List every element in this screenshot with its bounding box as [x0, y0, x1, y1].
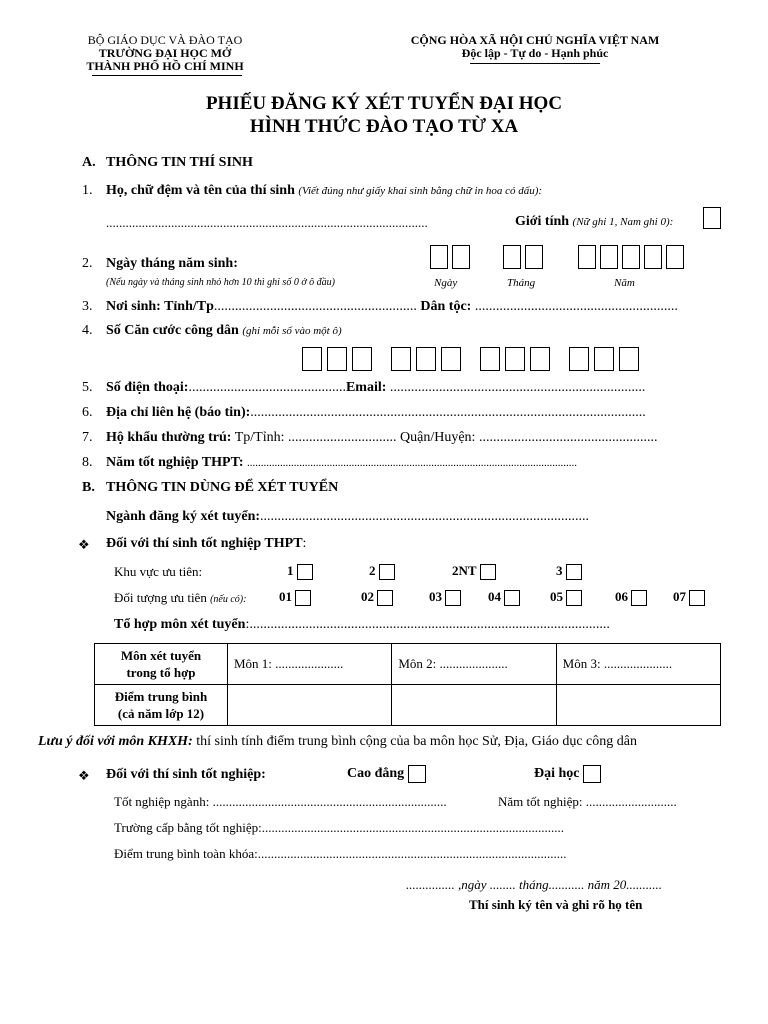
q2-note: (Nếu ngày và tháng sinh nhỏ hơn 10 thì ghi số 0 ở ô đầu)	[106, 277, 335, 288]
q8-row	[106, 455, 718, 471]
priority-option-01[interactable]	[279, 589, 311, 606]
q6-row	[106, 405, 718, 421]
q1-row	[106, 183, 542, 199]
digit-box[interactable]	[644, 245, 662, 269]
section-b-heading: THÔNG TIN DÙNG ĐỂ XÉT TUYỂN	[106, 480, 339, 495]
digit-box[interactable]	[503, 245, 521, 269]
signature-label: Thí sinh ký tên và ghi rõ họ tên	[469, 897, 643, 912]
priority-value: 07	[673, 589, 686, 604]
q5-number: 5.	[82, 380, 93, 395]
q4-number: 4.	[82, 323, 93, 338]
region-label: Khu vực ưu tiên:	[114, 564, 203, 579]
q4-note: (ghi mỗi số vào một ô)	[242, 325, 342, 337]
grad-label: Đối với thí sinh tốt nghiệp:	[106, 767, 266, 782]
email-label: Email:	[345, 380, 387, 395]
address-field[interactable]: .................................................................................................................	[250, 405, 646, 420]
priority-label: Đối tượng ưu tiên	[114, 590, 207, 605]
id-digit-box[interactable]	[505, 347, 525, 371]
residence-district-field[interactable]: ...................................................	[478, 430, 658, 445]
digit-box[interactable]	[430, 245, 448, 269]
digit-box[interactable]	[622, 245, 640, 269]
q1-note: (Viết đúng như giấy khai sinh bằng chữ in hoa có dấu):	[298, 185, 543, 197]
thpt-label: Đối với thí sinh tốt nghiệp THPT	[106, 536, 303, 551]
section-b-letter: B.	[82, 480, 95, 495]
grad-year-thpt-field[interactable]: ........................................................................................................................	[247, 457, 578, 469]
q3-number: 3.	[82, 299, 93, 314]
gpa-header-cell	[95, 685, 228, 726]
email-field[interactable]: .........................................................................	[389, 380, 646, 395]
grad-year-thpt-label: Năm tốt nghiệp THPT:	[106, 455, 244, 470]
priority-option-03[interactable]	[429, 589, 461, 606]
republic-header	[385, 34, 685, 60]
khxh-note-text: thí sinh tính điểm trung bình cộng của ba môn học Sử, Địa, Giáo dục công dân	[196, 734, 637, 749]
subjects-header-line1: Môn xét tuyển	[120, 648, 202, 663]
year-label: Năm	[614, 277, 635, 289]
form-title-line1: PHIẾU ĐĂNG KÝ XÉT TUYỂN ĐẠI HỌC	[205, 93, 563, 114]
id-digit-box[interactable]	[619, 347, 639, 371]
checkbox[interactable]	[689, 590, 705, 606]
checkbox[interactable]	[504, 590, 520, 606]
gpa-1-cell[interactable]	[228, 685, 392, 726]
thpt-row	[106, 536, 306, 552]
combo-field[interactable]: :.......................................................................................................	[245, 617, 610, 632]
id-digit-box[interactable]	[327, 347, 347, 371]
priority-note: (nếu có):	[210, 594, 247, 605]
gender-note: (Nữ ghi 1, Nam ghi 0):	[572, 216, 674, 228]
checkbox[interactable]	[297, 564, 313, 580]
id-digit-box[interactable]	[391, 347, 411, 371]
checkbox[interactable]	[408, 765, 426, 783]
q3-row	[106, 299, 678, 315]
gpa-3-cell[interactable]	[556, 685, 720, 726]
region-value: 1	[287, 563, 294, 578]
bullet-icon: ❖	[78, 768, 90, 783]
phone-label: Số điện thoại:	[106, 380, 189, 395]
birth-month-boxes	[503, 245, 547, 274]
header-underline-right	[470, 63, 600, 64]
residence-label: Hộ khẩu thường trú:	[106, 430, 232, 445]
q4-label: Số Căn cước công dân	[106, 323, 239, 338]
region-value: 2NT	[452, 563, 477, 578]
gender-box[interactable]	[703, 207, 721, 229]
major-field[interactable]: ..............................................................................................	[260, 509, 590, 524]
gpa-header-line1: Điểm trung bình	[114, 689, 208, 704]
region-option-3[interactable]	[556, 563, 582, 580]
id-digit-box[interactable]	[530, 347, 550, 371]
checkbox[interactable]	[566, 590, 582, 606]
region-value: 3	[556, 563, 563, 578]
priority-option-06[interactable]	[615, 589, 647, 606]
priority-value: 04	[488, 589, 501, 604]
id-digit-box[interactable]	[302, 347, 322, 371]
table-row	[95, 644, 721, 685]
q3-label: Nơi sinh: Tỉnh/Tp	[106, 299, 214, 314]
khxh-note	[38, 734, 637, 750]
birthplace-field[interactable]: ..........................................................	[213, 299, 417, 314]
gpa-header-line2: (cả năm lớp 12)	[117, 706, 205, 721]
motto: Độc lập - Tự do - Hạnh phúc	[461, 46, 609, 60]
region-value: 2	[369, 563, 376, 578]
priority-value: 02	[361, 589, 374, 604]
form-title	[0, 92, 768, 138]
republic-name: CỘNG HÒA XÃ HỘI CHỦ NGHĨA VIỆT NAM	[410, 33, 660, 47]
month-label: Tháng	[507, 277, 536, 289]
region-option-2nt[interactable]	[452, 563, 496, 580]
citizen-id-boxes	[302, 347, 644, 376]
q1-label: Họ, chữ đệm và tên của thí sinh	[106, 183, 295, 198]
region-option-2[interactable]	[369, 563, 395, 580]
header-underline-left	[92, 75, 242, 76]
university-label: Đại học	[534, 766, 580, 782]
subject-2-cell[interactable]: Môn 2: .....................	[392, 644, 556, 685]
id-digit-box[interactable]	[441, 347, 461, 371]
grad-year-field[interactable]: Năm tốt nghiệp: ............................	[498, 794, 677, 809]
priority-value: 06	[615, 589, 628, 604]
checkbox[interactable]	[379, 564, 395, 580]
gender-row	[515, 214, 673, 230]
khxh-note-label: Lưu ý đối với môn KHXH:	[38, 734, 193, 749]
major-row	[106, 509, 718, 525]
checkbox[interactable]	[480, 564, 496, 580]
priority-option-04[interactable]	[488, 589, 520, 606]
checkbox[interactable]	[377, 590, 393, 606]
id-digit-box[interactable]	[416, 347, 436, 371]
q2-number: 2.	[82, 256, 93, 271]
ministry-header	[60, 34, 270, 73]
form-title-line2: HÌNH THỨC ĐÀO TẠO TỪ XA	[249, 116, 519, 137]
score-table	[94, 643, 721, 726]
q8-number: 8.	[82, 455, 93, 470]
q5-row	[106, 380, 645, 396]
digit-box[interactable]	[578, 245, 596, 269]
college-label: Cao đẳng	[347, 766, 405, 782]
checkbox[interactable]	[566, 564, 582, 580]
digit-box[interactable]	[666, 245, 684, 269]
subject-3-cell[interactable]: Môn 3: .....................	[556, 644, 720, 685]
date-line[interactable]: ............... ,ngày ........ tháng........... năm 20...........	[406, 877, 663, 892]
priority-option-07[interactable]	[673, 589, 705, 606]
day-label: Ngày	[434, 277, 458, 289]
priority-option-05[interactable]	[550, 589, 582, 606]
combo-label: Tổ hợp môn xét tuyển	[114, 617, 246, 632]
university-option[interactable]	[534, 765, 601, 783]
digit-box[interactable]	[525, 245, 543, 269]
college-option[interactable]	[347, 765, 426, 783]
checkbox[interactable]	[583, 765, 601, 783]
residence-province-field[interactable]: ...............................	[288, 430, 397, 445]
subjects-header-cell	[95, 644, 228, 685]
birth-day-boxes	[430, 245, 474, 274]
grad-school-field[interactable]: Trường cấp bằng tốt nghiệp:.............................................................................................	[114, 820, 565, 835]
gender-label: Giới tính	[515, 214, 570, 229]
ministry-name: BỘ GIÁO DỤC VÀ ĐÀO TẠO	[87, 33, 243, 47]
major-label: Ngành đăng ký xét tuyển:	[106, 509, 261, 524]
grad-gpa-field[interactable]: Điểm trung bình toàn khóa:...............................................................................................	[114, 846, 567, 861]
gpa-2-cell[interactable]	[392, 685, 556, 726]
checkbox[interactable]	[445, 590, 461, 606]
q7-number: 7.	[82, 430, 93, 445]
address-label: Địa chỉ liên hệ (báo tin):	[106, 405, 251, 420]
q1-number: 1.	[82, 183, 93, 198]
residence-province-label: Tp/Tỉnh:	[234, 430, 285, 445]
priority-row	[114, 590, 246, 606]
checkbox[interactable]	[631, 590, 647, 606]
region-option-1[interactable]	[287, 563, 313, 580]
q6-number: 6.	[82, 405, 93, 420]
university-name-line2: THÀNH PHỐ HỒ CHÍ MINH	[86, 59, 244, 73]
table-row	[95, 685, 721, 726]
subjects-header-line2: trong tổ hợp	[126, 665, 196, 680]
birth-year-boxes	[578, 245, 688, 274]
id-digit-box[interactable]	[569, 347, 589, 371]
digit-box[interactable]	[452, 245, 470, 269]
id-digit-box[interactable]	[594, 347, 614, 371]
priority-value: 05	[550, 589, 563, 604]
ethnic-label: Dân tộc:	[420, 299, 472, 314]
checkbox[interactable]	[295, 590, 311, 606]
thpt-colon: :	[302, 536, 307, 551]
university-name-line1: TRƯỜNG ĐẠI HỌC MỞ	[98, 46, 232, 60]
priority-option-02[interactable]	[361, 589, 393, 606]
ethnic-field[interactable]: ..........................................................	[474, 299, 678, 314]
bullet-icon: ❖	[78, 537, 90, 552]
section-a-heading: THÔNG TIN THÍ SINH	[106, 155, 253, 170]
id-digit-box[interactable]	[480, 347, 500, 371]
q7-row	[106, 430, 657, 446]
q2-label: Ngày tháng năm sinh:	[106, 256, 238, 271]
combo-row	[114, 617, 718, 633]
phone-field[interactable]: .............................................	[188, 380, 346, 395]
digit-box[interactable]	[600, 245, 618, 269]
q1-fullname-field[interactable]: ...................................................................................................	[106, 215, 428, 230]
subject-1-cell[interactable]: Môn 1: .....................	[228, 644, 392, 685]
grad-major-field[interactable]: Tốt nghiệp ngành: ........................................................................	[114, 794, 447, 809]
residence-district-label: Quận/Huyện:	[400, 430, 476, 445]
id-digit-box[interactable]	[352, 347, 372, 371]
section-a-letter: A.	[82, 155, 96, 170]
q4-row	[106, 323, 342, 339]
priority-value: 03	[429, 589, 442, 604]
priority-value: 01	[279, 589, 292, 604]
